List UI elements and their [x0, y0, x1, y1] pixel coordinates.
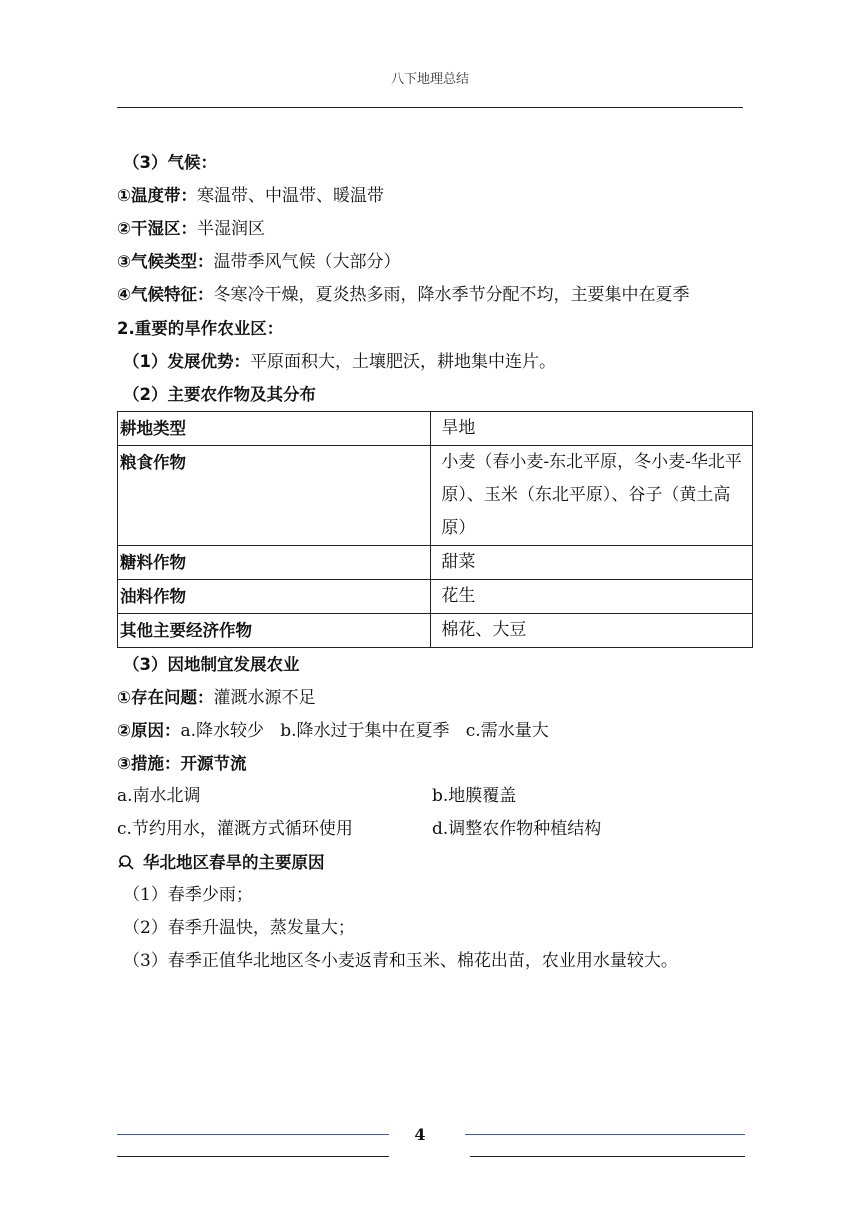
table-row: 糖料作物 甜菜: [118, 546, 753, 580]
footer-rule: [117, 1156, 389, 1157]
table-row: 粮食作物 小麦（春小麦-东北平原，冬小麦-华北平原）、玉米（东北平原）、谷子（黄土高原）: [118, 446, 753, 546]
measures-row: [117, 813, 747, 846]
measure-item: c.节约用水，灌溉方式循环使用: [117, 819, 353, 839]
crops-table: [117, 411, 753, 648]
adapt-heading: （3）因地制宜发展农业: [123, 655, 300, 674]
measures-heading: ③措施：开源节流: [117, 754, 247, 773]
page-header: 八下地理总结: [390, 72, 469, 87]
climate-item: ②干湿区：半湿润区: [117, 219, 265, 239]
measure-item: d.调整农作物种植结构: [432, 819, 602, 839]
header-rule: [117, 107, 743, 108]
reason-line: ②原因：a.降水较少 b.降水过于集中在夏季 c.需水量大: [117, 721, 549, 741]
crops-heading: （2）主要农作物及其分布: [123, 385, 316, 404]
table-row: 其他主要经济作物 棉花、大豆: [118, 614, 753, 648]
table-row: 油料作物 花生: [118, 580, 753, 614]
drought-item: （3）春季正值华北地区冬小麦返青和玉米、棉花出苗，农业用水量较大。: [123, 951, 678, 971]
climate-item: ①温度带：寒温带、中温带、暖温带: [117, 186, 384, 206]
pin-icon: [117, 849, 135, 867]
drought-item: （1）春季少雨；: [123, 885, 253, 905]
climate-item: ③气候类型：温带季风气候（大部分）: [117, 252, 401, 272]
drought-heading-line: 华北地区春旱的主要原因: [117, 846, 747, 879]
advantage-line: （1）发展优势：平原面积大，土壤肥沃，耕地集中连片。: [123, 352, 556, 372]
table-row: 耕地类型 旱地: [118, 412, 753, 446]
climate-item: ④气候特征：冬寒冷干燥，夏炎热多雨，降水季节分配不均，主要集中在夏季: [117, 285, 690, 305]
drought-item: （2）春季升温快，蒸发量大；: [123, 918, 355, 938]
section-heading: 2.重要的旱作农业区：: [117, 319, 284, 338]
page-content: [117, 146, 747, 978]
problem-line: ①存在问题：灌溉水源不足: [117, 688, 316, 708]
measures-row: [117, 780, 747, 813]
measure-item: b.地膜覆盖: [432, 786, 517, 806]
page-number: 4: [414, 1125, 426, 1144]
measure-item: a.南水北调: [117, 786, 201, 806]
climate-heading: （3）气候：: [123, 153, 217, 172]
footer-rule: [470, 1156, 745, 1157]
